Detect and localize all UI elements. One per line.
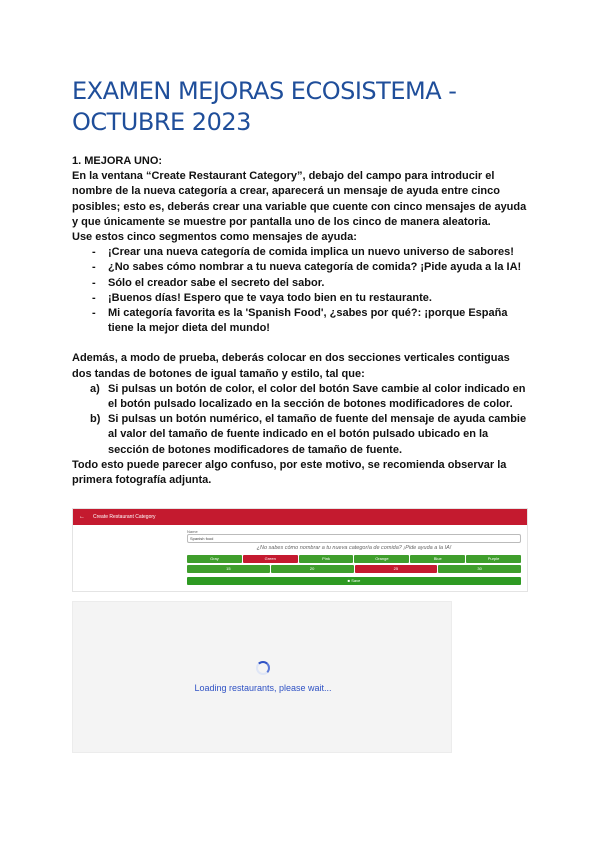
section-1 — [72, 154, 532, 488]
list-item: - Sólo el creador sabe el secreto del sabor. — [72, 276, 532, 291]
name-input[interactable]: Spanish food — [187, 534, 521, 543]
requirements-list — [72, 382, 532, 458]
intro-paragraph: En la ventana “Create Restaurant Category”, debajo del campo para introducir el nombre de la nueva categoría a crear, aparecerá un mensaje de ayuda entre cinco posibles; esto es, deberás crear una variable que cuente con cinco mensajes de ayuda y que únicamente se muestre por pantalla uno de los cinco de manera aleatoria. — [72, 170, 527, 228]
create-category-screenshot — [72, 508, 528, 592]
color-button-pink[interactable]: Pink — [299, 555, 354, 563]
list-marker: b) — [90, 413, 101, 426]
list-marker: a) — [90, 382, 100, 395]
back-arrow-icon[interactable]: ← — [79, 514, 85, 520]
size-button-30[interactable]: 30 — [438, 565, 521, 573]
save-label: Save — [351, 578, 361, 583]
help-messages-list — [72, 245, 532, 336]
loading-spinner-icon — [256, 661, 270, 675]
header-title: Create Restaurant Category — [93, 514, 156, 520]
loading-screenshot — [72, 601, 452, 753]
page-title: EXAMEN MEJORAS ECOSISTEMA - OCTUBRE 2023 — [72, 77, 457, 136]
spacer — [72, 336, 532, 351]
test-intro: Además, a modo de prueba, deberás colocar en dos secciones verticales contiguas dos tandas de botones de igual tamaño y estilo, tal que: — [72, 352, 510, 380]
list-item: - ¿No sabes cómo nombrar a tu nueva categoría de comida? ¡Pide ayuda a la IA! — [72, 260, 532, 275]
color-button-orange[interactable]: Orange — [354, 555, 409, 563]
color-button-blue[interactable]: Blue — [410, 555, 465, 563]
list-item-text: Si pulsas un botón numérico, el tamaño de fuente del mensaje de ayuda cambie al valor del tamaño de fuente indicado en el botón pulsado ubicado en la sección de botones modificadores de tamaño de fuente. — [108, 413, 527, 456]
save-button[interactable] — [187, 577, 521, 585]
list-item: - ¡Buenos días! Espero que te vaya todo bien en tu restaurante. — [72, 291, 532, 306]
color-button-purple[interactable]: Purple — [466, 555, 521, 563]
list-item — [72, 412, 532, 458]
color-buttons-row — [187, 555, 521, 563]
segments-intro: Use estos cinco segmentos como mensajes de ayuda: — [72, 231, 357, 244]
list-item-text: Si pulsas un botón de color, el color del botón Save cambie al color indicado en el botón pulsado localizado en la sección de botones modificadores de color. — [108, 382, 526, 411]
list-item: - Mi categoría favorita es la 'Spanish Food', ¿sabes por qué?: ¡porque España tiene la mejor dieta del mundo! — [72, 306, 532, 336]
loading-text: Loading restaurants, please wait... — [194, 683, 332, 693]
size-button-25[interactable]: 25 — [355, 565, 438, 573]
closing-paragraph: Todo esto puede parecer algo confuso, por este motivo, se recomienda observar la primera fotografía adjunta. — [72, 458, 507, 487]
app-header — [73, 509, 527, 525]
size-button-15[interactable]: 15 — [187, 565, 270, 573]
color-button-green[interactable]: Green — [243, 555, 298, 563]
list-item: - ¡Crear una nueva categoría de comida implica un nuevo universo de sabores! — [72, 245, 532, 260]
floppy-disk-icon: ■ — [347, 578, 351, 583]
size-buttons-row — [187, 565, 521, 573]
section-heading: 1. MEJORA UNO: — [72, 155, 163, 167]
help-message: ¿No sabes cómo nombrar a tu nueva categoría de comida? ¡Pide ayuda a la IA! — [256, 545, 452, 551]
list-item — [72, 382, 532, 412]
name-label: Name — [187, 529, 198, 534]
size-button-20[interactable]: 20 — [271, 565, 354, 573]
color-button-gray[interactable]: Gray — [187, 555, 242, 563]
